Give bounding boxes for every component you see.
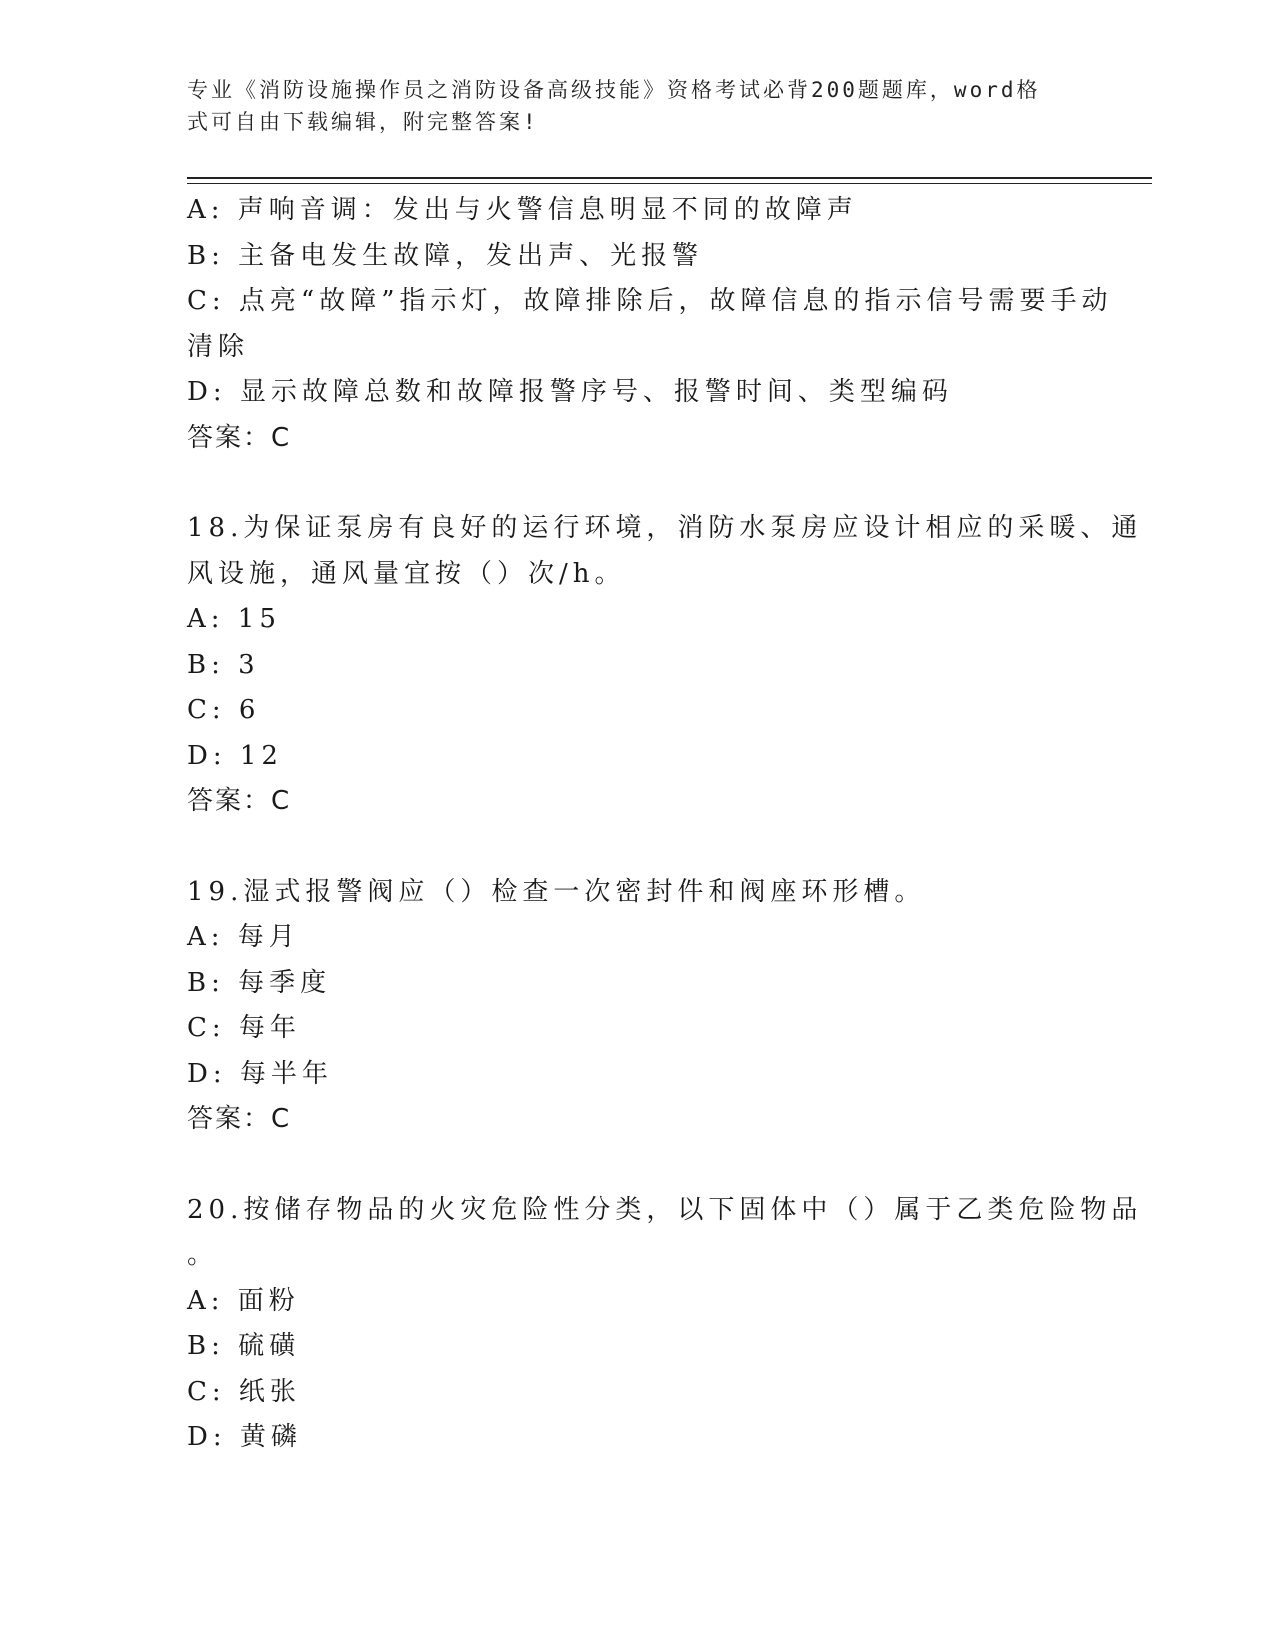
question-stem-line-1: 20.按储存物品的火灾危险性分类，以下固体中（）属于乙类危险物品 [187,1194,1143,1225]
option-d: D: 12 [187,740,283,771]
option-d: D: 显示故障总数和故障报警序号、报警时间、类型编码 [187,377,953,407]
question-spacer [187,461,1077,506]
option-b: B: 每季度 [187,967,332,998]
question-19 [187,870,1077,1143]
option-c-line-2: 清除 [187,331,250,362]
question-stem-line-2: 风设施，通风量宜按（）次/h。 [187,558,626,589]
option-c: C: 每年 [187,1013,301,1043]
header-line-1: 专业《消防设施操作员之消防设备高级技能》资格考试必背200题题库，word格 [187,78,1041,102]
option-b: B: 硫磺 [187,1331,301,1361]
answer-label: 答案：C [187,786,292,816]
question-17-options [187,188,1113,461]
question-stem-line-1: 18.为保证泵房有良好的运行环境，消防水泵房应设计相应的采暖、通 [187,513,1143,543]
question-spacer [187,825,1077,870]
header-line-2: 式可自由下载编辑，附完整答案! [187,110,539,134]
question-list [187,188,1143,1461]
answer-label: 答案：C [187,422,292,453]
option-a: A: 声响音调：发出与火警信息明显不同的故障声 [187,195,858,225]
option-c: C: 纸张 [187,1376,301,1407]
option-c: C: 6 [187,695,261,725]
option-b: B: 3 [187,649,260,680]
question-20 [187,1188,1143,1461]
option-b: B: 主备电发生故障，发出声、光报警 [187,240,704,271]
question-stem: 19.湿式报警阀应（）检查一次密封件和阀座环形槽。 [187,876,926,907]
option-d: D: 黄磷 [187,1422,302,1452]
document-header [187,74,1067,138]
option-a: A: 面粉 [187,1285,300,1316]
answer-label: 答案：C [187,1104,292,1134]
option-a: A: 15 [187,604,281,634]
question-spacer [187,1143,1077,1188]
header-divider-thick [187,177,1152,179]
question-stem-line-2: 。 [187,1240,219,1270]
option-a: A: 每月 [187,922,300,952]
option-c-line-1: C: 点亮“故障”指示灯，故障排除后，故障信息的指示信号需要手动 [187,286,1113,316]
header-divider-thin [187,183,1152,184]
question-18 [187,506,1143,825]
option-d: D: 每半年 [187,1058,333,1089]
